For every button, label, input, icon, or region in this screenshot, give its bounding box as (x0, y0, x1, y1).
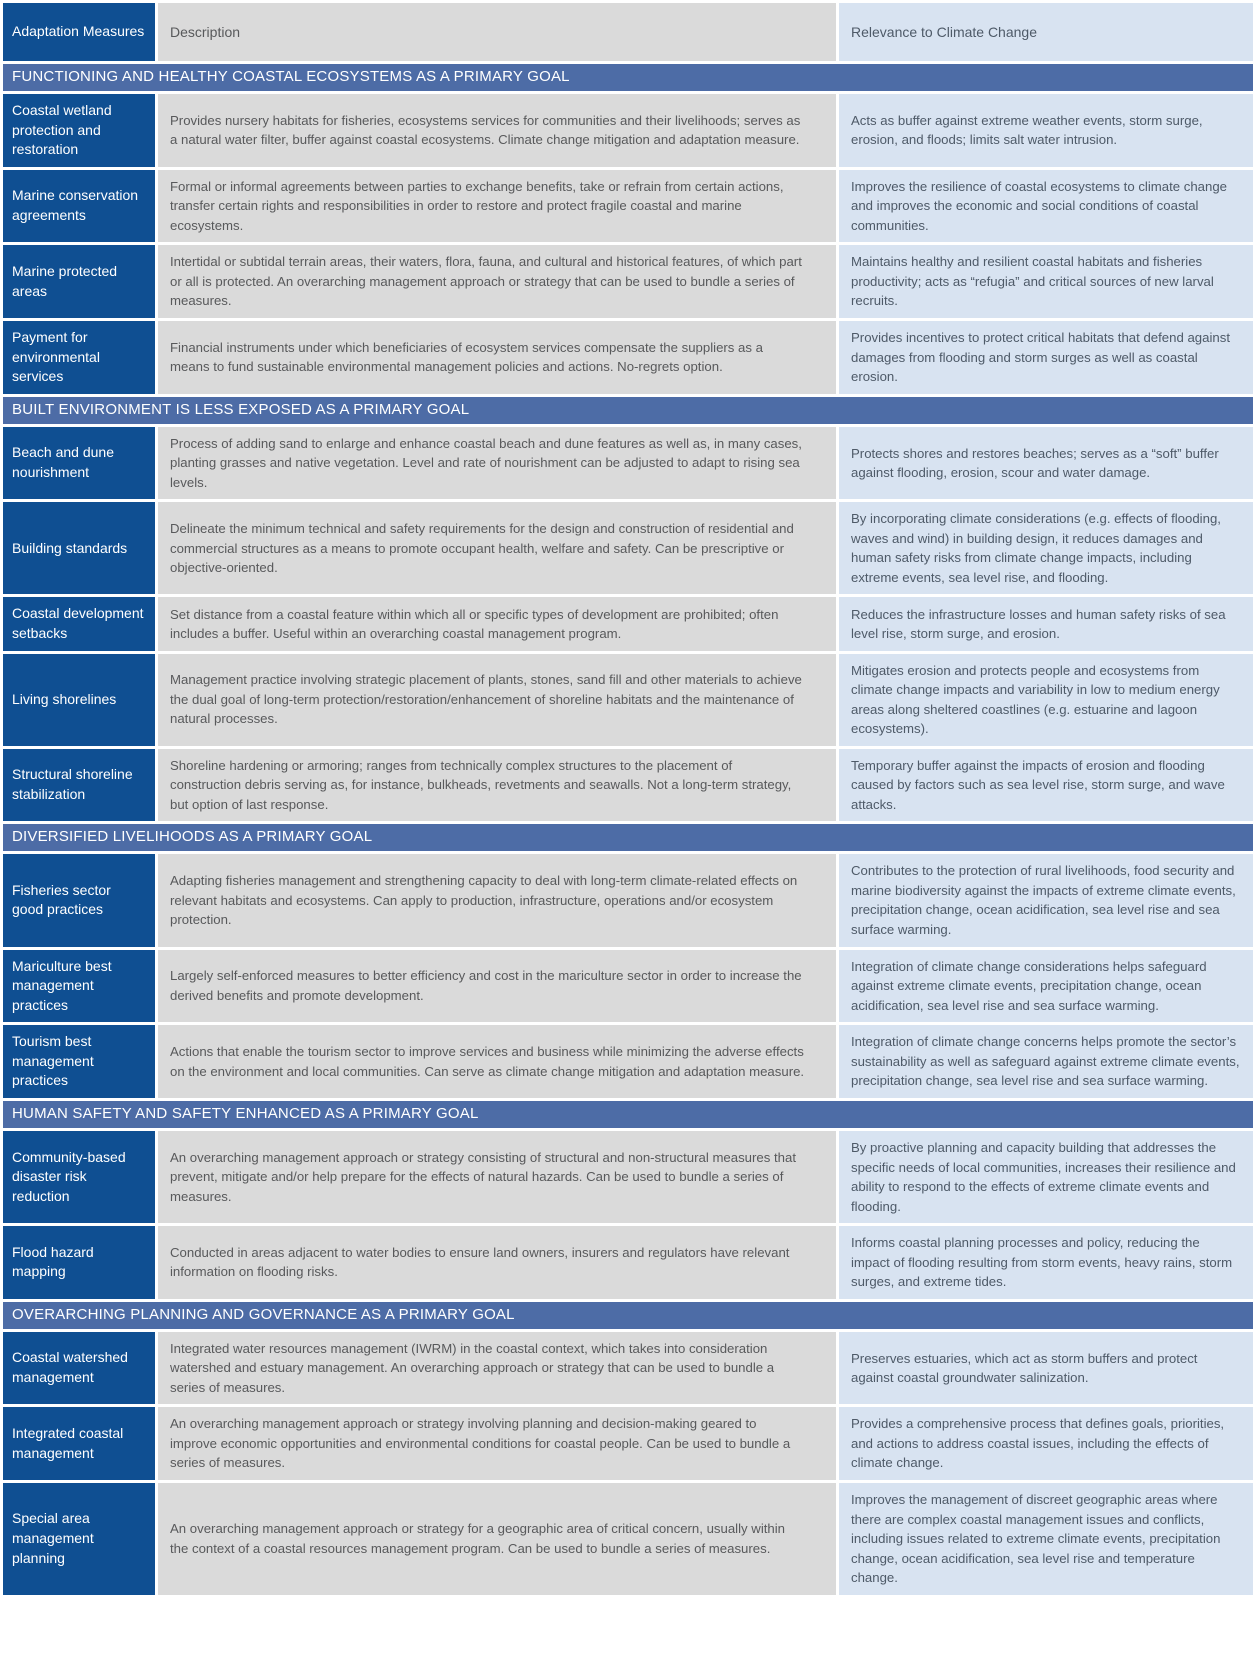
relevance-cell: Provides a comprehensive process that defines goals, priorities, and actions to address coastal issues, including the effects of climate change. (839, 1407, 1253, 1480)
relevance-cell: Maintains healthy and resilient coastal habitats and fisheries productivity; acts as “refugia” and critical sources of new larval recruits. (839, 245, 1253, 318)
measure-cell: Beach and dune nourishment (3, 427, 155, 500)
table-row (3, 749, 1253, 822)
column-header-description: Description (158, 3, 836, 61)
table-row (3, 427, 1253, 500)
relevance-cell: Acts as buffer against extreme weather events, storm surge, erosion, and floods; limits salt water intrusion. (839, 94, 1253, 167)
table-row (3, 321, 1253, 394)
relevance-cell: Improves the resilience of coastal ecosystems to climate change and improves the economic and social conditions of coastal communities. (839, 170, 1253, 243)
column-header-relevance: Relevance to Climate Change (839, 3, 1253, 61)
measure-cell: Fisheries sector good practices (3, 854, 155, 946)
description-cell: Actions that enable the tourism sector to improve services and business while minimizing the adverse effects on the environment and local communities. Can serve as climate change mitigation and adaptation measure. (158, 1025, 836, 1098)
section-header-row (3, 397, 1253, 424)
table-row (3, 170, 1253, 243)
measure-cell: Payment for environmental services (3, 321, 155, 394)
description-cell: Intertidal or subtidal terrain areas, their waters, flora, fauna, and cultural and historical features, of which part or all is protected. An overarching management approach or strategy that can be used to bundle a series of measures. (158, 245, 836, 318)
relevance-cell: Provides incentives to protect critical habitats that defend against damages from flooding and storm surges as well as coastal erosion. (839, 321, 1253, 394)
description-cell: Process of adding sand to enlarge and enhance coastal beach and dune features as well as, in many cases, planting grasses and native vegetation. Level and rate of nourishment can be adjusted to adapt to rising sea levels. (158, 427, 836, 500)
table-row (3, 1226, 1253, 1299)
section-header-row (3, 1302, 1253, 1329)
table-row (3, 245, 1253, 318)
section-header: DIVERSIFIED LIVELIHOODS AS A PRIMARY GOAL (3, 824, 1253, 851)
measure-cell: Marine conservation agreements (3, 170, 155, 243)
section-header-row (3, 1101, 1253, 1128)
relevance-cell: By proactive planning and capacity building that addresses the specific needs of local communities, increases their resilience and ability to respond to the effects of extreme climate events and flooding. (839, 1131, 1253, 1223)
description-cell: Formal or informal agreements between parties to exchange benefits, take or refrain from certain actions, transfer certain rights and responsibilities in order to restore and protect fragile coastal and marine ecosystems. (158, 170, 836, 243)
section-header: HUMAN SAFETY AND SAFETY ENHANCED AS A PRIMARY GOAL (3, 1101, 1253, 1128)
description-cell: An overarching management approach or strategy consisting of structural and non-structural measures that prevent, mitigate and/or help prepare for the effects of natural hazards. Can be used to bundle a series of measures. (158, 1131, 836, 1223)
relevance-cell: By incorporating climate considerations (e.g. effects of flooding, waves and wind) in building design, it reduces damages and human safety risks from climate change impacts, including extreme events, sea level rise, and flooding. (839, 502, 1253, 594)
section-header: BUILT ENVIRONMENT IS LESS EXPOSED AS A PRIMARY GOAL (3, 397, 1253, 424)
relevance-cell: Protects shores and restores beaches; serves as a “soft” buffer against flooding, erosion, scour and water damage. (839, 427, 1253, 500)
measure-cell: Tourism best management practices (3, 1025, 155, 1098)
measure-cell: Mariculture best management practices (3, 950, 155, 1023)
measure-cell: Community-based disaster risk reduction (3, 1131, 155, 1223)
description-cell: Delineate the minimum technical and safety requirements for the design and construction of residential and commercial structures as a means to promote occupant health, welfare and safety. Can be prescriptive or objective-oriented. (158, 502, 836, 594)
measure-cell: Integrated coastal management (3, 1407, 155, 1480)
relevance-cell: Informs coastal planning processes and policy, reducing the impact of flooding resulting from storm events, heavy rains, storm surges, and extreme tides. (839, 1226, 1253, 1299)
table-row (3, 654, 1253, 746)
relevance-cell: Temporary buffer against the impacts of erosion and flooding caused by factors such as sea level rise, storm surge, and wave attacks. (839, 749, 1253, 822)
description-cell: An overarching management approach or strategy for a geographic area of critical concern, usually within the context of a coastal resources management program. Can be used to bundle a series of measures. (158, 1483, 836, 1595)
description-cell: Shoreline hardening or armoring; ranges from technically complex structures to the placement of construction debris serving as, for instance, bulkheads, revetments and seawalls. Not a long-term strategy, but option of last response. (158, 749, 836, 822)
section-header: OVERARCHING PLANNING AND GOVERNANCE AS A PRIMARY GOAL (3, 1302, 1253, 1329)
measure-cell: Marine protected areas (3, 245, 155, 318)
description-cell: Provides nursery habitats for fisheries, ecosystems services for communities and their livelihoods; serves as a natural water filter, buffer against coastal ecosystems. Climate change mitigation and adaptation measure. (158, 94, 836, 167)
section-header-row (3, 64, 1253, 91)
table-header-row (3, 3, 1253, 61)
table-row (3, 1025, 1253, 1098)
measure-cell: Coastal watershed management (3, 1332, 155, 1405)
table-row (3, 94, 1253, 167)
measure-cell: Living shorelines (3, 654, 155, 746)
relevance-cell: Reduces the infrastructure losses and human safety risks of sea level rise, storm surge, and erosion. (839, 597, 1253, 650)
table-row (3, 1407, 1253, 1480)
table-row (3, 1332, 1253, 1405)
table-row (3, 1483, 1253, 1595)
table-body (3, 64, 1253, 1595)
table-row (3, 854, 1253, 946)
measure-cell: Building standards (3, 502, 155, 594)
description-cell: Conducted in areas adjacent to water bodies to ensure land owners, insurers and regulators have relevant information on flooding risks. (158, 1226, 836, 1299)
description-cell: Financial instruments under which beneficiaries of ecosystem services compensate the suppliers as a means to fund sustainable environmental management policies and actions. No-regrets option. (158, 321, 836, 394)
relevance-cell: Contributes to the protection of rural livelihoods, food security and marine biodiversity against the impacts of extreme climate events, precipitation change, ocean acidification, sea level rise and sea surface warming. (839, 854, 1253, 946)
measure-cell: Special area management planning (3, 1483, 155, 1595)
description-cell: Integrated water resources management (IWRM) in the coastal context, which takes into consideration watershed and estuary management. An overarching approach or strategy that can be used to bundle a series of measures. (158, 1332, 836, 1405)
relevance-cell: Improves the management of discreet geographic areas where there are complex coastal management issues and conflicts, including issues related to extreme climate events, precipitation change, ocean acidification, sea level rise and temperature change. (839, 1483, 1253, 1595)
description-cell: Largely self-enforced measures to better efficiency and cost in the mariculture sector in order to increase the derived benefits and promote development. (158, 950, 836, 1023)
measure-cell: Coastal development setbacks (3, 597, 155, 650)
section-header-row (3, 824, 1253, 851)
measure-cell: Coastal wetland protection and restoration (3, 94, 155, 167)
table-row (3, 950, 1253, 1023)
relevance-cell: Integration of climate change considerations helps safeguard against extreme climate events, precipitation change, ocean acidification, sea level rise and sea surface warming. (839, 950, 1253, 1023)
description-cell: Adapting fisheries management and strengthening capacity to deal with long-term climate-related effects on relevant habitats and ecosystems. Can apply to production, infrastructure, operations and/or ecosystem protection. (158, 854, 836, 946)
table-row (3, 502, 1253, 594)
section-header: FUNCTIONING AND HEALTHY COASTAL ECOSYSTEMS AS A PRIMARY GOAL (3, 64, 1253, 91)
measure-cell: Flood hazard mapping (3, 1226, 155, 1299)
description-cell: An overarching management approach or strategy involving planning and decision-making geared to improve economic opportunities and environmental conditions for coastal people. Can be used to bundle a series of measures. (158, 1407, 836, 1480)
table-row (3, 597, 1253, 650)
table-row (3, 1131, 1253, 1223)
relevance-cell: Integration of climate change concerns helps promote the sector’s sustainability as well as safeguard against extreme climate events, precipitation change, sea level rise and sea surface warming. (839, 1025, 1253, 1098)
relevance-cell: Mitigates erosion and protects people and ecosystems from climate change impacts and variability in low to medium energy areas along sheltered coastlines (e.g. estuarine and lagoon ecosystems). (839, 654, 1253, 746)
relevance-cell: Preserves estuaries, which act as storm buffers and protect against coastal groundwater salinization. (839, 1332, 1253, 1405)
measure-cell: Structural shoreline stabilization (3, 749, 155, 822)
description-cell: Management practice involving strategic placement of plants, stones, sand fill and other materials to achieve the dual goal of long-term protection/restoration/enhancement of shoreline habitats and the maintenance of natural processes. (158, 654, 836, 746)
column-header-adaptation-measures: Adaptation Measures (3, 3, 155, 61)
description-cell: Set distance from a coastal feature within which all or specific types of development are prohibited; often includes a buffer. Useful within an overarching coastal management program. (158, 597, 836, 650)
